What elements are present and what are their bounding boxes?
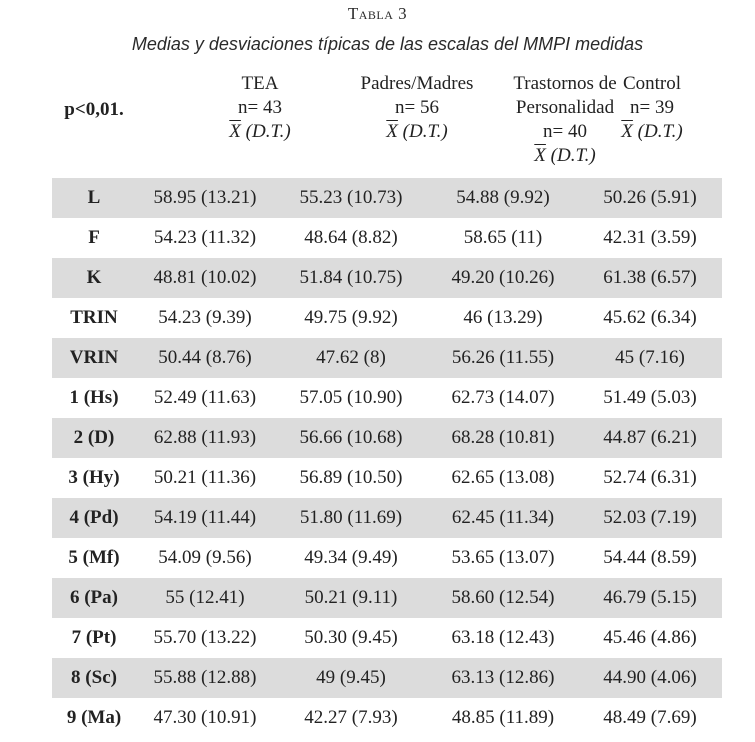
- table-row: [52, 378, 722, 418]
- table-label: Tabla 3: [347, 4, 408, 23]
- value-cell: 62.65 (13.08): [451, 467, 555, 488]
- column-name: Control: [622, 73, 682, 94]
- column-n: n= 43: [238, 97, 282, 118]
- scale-label: 1 (Hs): [69, 387, 119, 408]
- value-cell: 46 (13.29): [463, 307, 543, 328]
- value-cell: 50.44 (8.76): [136, 338, 274, 378]
- value-cell: 55.70 (13.22): [153, 627, 257, 648]
- scale-label: 2 (D): [52, 418, 136, 458]
- value-cell: 47.62 (8): [274, 338, 428, 378]
- value-cell: 54.44 (8.59): [603, 547, 697, 568]
- table-row: [52, 178, 722, 218]
- table-row: [52, 538, 722, 578]
- value-cell: 63.13 (12.86): [428, 658, 578, 698]
- value-cell: 62.73 (14.07): [451, 387, 555, 408]
- value-cell: 50.21 (9.11): [274, 578, 428, 618]
- value-cell: 54.19 (11.44): [136, 498, 274, 538]
- table-row: [52, 658, 722, 698]
- value-cell: 51.49 (5.03): [603, 387, 697, 408]
- table-row: [52, 698, 722, 738]
- value-cell: 46.79 (5.15): [578, 578, 722, 618]
- scale-label: K: [52, 258, 136, 298]
- value-cell: 57.05 (10.90): [299, 387, 403, 408]
- column-stat: $\overline{X}$ (D.T.): [386, 121, 448, 142]
- value-cell: 49.20 (10.26): [428, 258, 578, 298]
- value-cell: 68.28 (10.81): [428, 418, 578, 458]
- column-header-padres: [340, 72, 494, 144]
- column-n: n= 40: [543, 121, 587, 142]
- table-row: [52, 338, 722, 378]
- scale-label: 5 (Mf): [68, 547, 120, 568]
- value-cell: 55.23 (10.73): [274, 178, 428, 218]
- value-cell: 48.81 (10.02): [136, 258, 274, 298]
- column-name: Padres/Madres: [360, 73, 474, 94]
- scale-label: 8 (Sc): [52, 658, 136, 698]
- value-cell: 50.26 (5.91): [578, 178, 722, 218]
- value-cell: 63.18 (12.43): [451, 627, 555, 648]
- table-row: [52, 618, 722, 658]
- mean-symbol: $\overline{X}$: [386, 121, 398, 142]
- value-cell: 55.88 (12.88): [136, 658, 274, 698]
- column-stat: $\overline{X}$ (D.T.): [621, 121, 683, 142]
- value-cell: 42.31 (3.59): [603, 227, 697, 248]
- value-cell: 50.21 (11.36): [153, 467, 257, 488]
- table-row: [52, 218, 722, 258]
- column-n: n= 39: [630, 97, 674, 118]
- significance-label: p<0,01.: [64, 99, 124, 120]
- table-title: Medias y desviaciones típicas de las escalas del MMPI medidas: [131, 34, 644, 54]
- table-row: [52, 458, 722, 498]
- table-row: [52, 258, 722, 298]
- column-n: n= 56: [395, 97, 439, 118]
- scale-label: TRIN: [70, 307, 118, 328]
- value-cell: 44.87 (6.21): [578, 418, 722, 458]
- value-cell: 51.84 (10.75): [274, 258, 428, 298]
- value-cell: 52.03 (7.19): [578, 498, 722, 538]
- value-cell: 62.88 (11.93): [136, 418, 274, 458]
- value-cell: 58.60 (12.54): [428, 578, 578, 618]
- scale-label: 6 (Pa): [52, 578, 136, 618]
- scale-label: L: [52, 178, 136, 218]
- scale-label: VRIN: [52, 338, 136, 378]
- column-name: TEA: [241, 73, 279, 94]
- value-cell: 56.26 (11.55): [428, 338, 578, 378]
- table-row: [52, 578, 722, 618]
- column-name-line-1: Trastornos de: [513, 73, 617, 94]
- mean-symbol: $\overline{X}$: [229, 121, 241, 142]
- column-stat: $\overline{X}$ (D.T.): [534, 145, 596, 166]
- scale-label: 4 (Pd): [52, 498, 136, 538]
- mean-symbol: $\overline{X}$: [534, 145, 546, 166]
- value-cell: 47.30 (10.91): [153, 707, 257, 728]
- value-cell: 61.38 (6.57): [578, 258, 722, 298]
- value-cell: 45.46 (4.86): [603, 627, 697, 648]
- value-cell: 54.88 (9.92): [428, 178, 578, 218]
- value-cell: 53.65 (13.07): [451, 547, 555, 568]
- value-cell: 51.80 (11.69): [274, 498, 428, 538]
- value-cell: 52.74 (6.31): [603, 467, 697, 488]
- value-cell: 52.49 (11.63): [153, 387, 257, 408]
- value-cell: 55 (12.41): [136, 578, 274, 618]
- value-cell: 62.45 (11.34): [428, 498, 578, 538]
- value-cell: 49 (9.45): [274, 658, 428, 698]
- table-row: [52, 298, 722, 338]
- value-cell: 44.90 (4.06): [578, 658, 722, 698]
- value-cell: 58.95 (13.21): [136, 178, 274, 218]
- column-stat: $\overline{X}$ (D.T.): [229, 121, 291, 142]
- value-cell: 42.27 (7.93): [304, 707, 398, 728]
- value-cell: 54.23 (9.39): [158, 307, 252, 328]
- table-row: [52, 418, 722, 458]
- value-cell: 58.65 (11): [463, 227, 543, 248]
- scale-label: 9 (Ma): [66, 707, 122, 728]
- column-header-control: [580, 72, 724, 144]
- value-cell: 49.34 (9.49): [304, 547, 398, 568]
- value-cell: 49.75 (9.92): [304, 307, 398, 328]
- value-cell: 56.66 (10.68): [274, 418, 428, 458]
- value-cell: 45.62 (6.34): [603, 307, 697, 328]
- scale-label: 7 (Pt): [71, 627, 117, 648]
- column-name-line-2: Personalidad: [515, 97, 615, 118]
- scale-label: 3 (Hy): [68, 467, 120, 488]
- value-cell: 45 (7.16): [578, 338, 722, 378]
- value-cell: 48.49 (7.69): [603, 707, 697, 728]
- column-header-tea: [190, 72, 330, 144]
- value-cell: 48.64 (8.82): [304, 227, 398, 248]
- value-cell: 54.09 (9.56): [158, 547, 252, 568]
- value-cell: 56.89 (10.50): [299, 467, 403, 488]
- table-row: [52, 498, 722, 538]
- value-cell: 50.30 (9.45): [304, 627, 398, 648]
- mean-symbol: $\overline{X}$: [621, 121, 633, 142]
- value-cell: 48.85 (11.89): [451, 707, 555, 728]
- mmpi-table: [52, 178, 722, 738]
- scale-label: F: [88, 227, 100, 248]
- value-cell: 54.23 (11.32): [153, 227, 257, 248]
